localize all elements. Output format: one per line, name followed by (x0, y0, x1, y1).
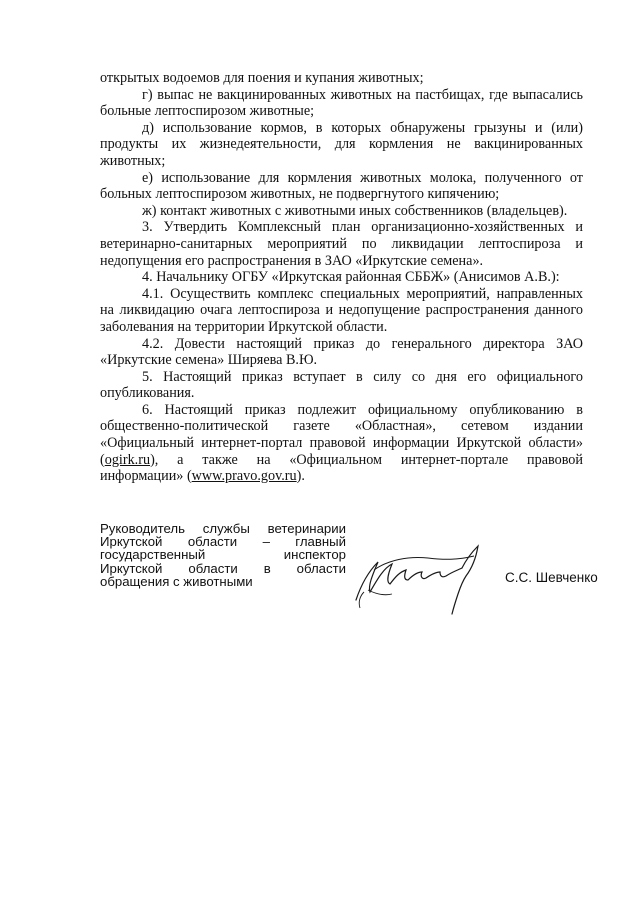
paragraph-line: 4. Начальнику ОГБУ «Иркутская районная СББЖ» (Анисимов А.В.): (142, 269, 560, 286)
paragraph-line: продукты их жизнедеятельности, для кормления не вакцинированных (100, 136, 583, 153)
paragraph-line: опубликования. (100, 385, 195, 402)
signatory-title-line: государственный инспектор (100, 547, 346, 563)
signatory-title-line: обращения с животными (100, 573, 253, 589)
text-fragment: информации» ( (100, 468, 192, 485)
text-fragment: ). (296, 468, 305, 485)
paragraph-line: ж) контакт животных с животными иных собственников (владельцев). (142, 202, 568, 219)
ogirk-link[interactable]: ogirk.ru (104, 451, 151, 468)
paragraph-line: 4.2. Довести настоящий приказ до генерального директора ЗАО (142, 335, 583, 352)
paragraph-line: недопущения его распространения в ЗАО «Иркутские семена». (100, 252, 484, 269)
paragraph-item-d (100, 120, 583, 170)
paragraph-line: 6. Настоящий приказ подлежит официальному опубликованию в (142, 401, 583, 418)
paragraph-line: общественно-политической газете «Областная», сетевом издании (100, 418, 583, 435)
paragraph-line: г) выпас не вакцинированных животных на пастбищах, где выпасались (142, 86, 583, 103)
paragraph-line: на ликвидацию очага лептоспироза и недопущение распространения данного (100, 302, 583, 319)
paragraph-line-with-link (100, 468, 583, 485)
paragraph-line: д) использование кормов, в которых обнаружены грызуны и (или) (142, 119, 583, 136)
paragraph-6 (100, 402, 583, 485)
signatory-title (100, 522, 346, 588)
paragraph-line: заболевания на территории Иркутской области. (100, 318, 388, 335)
paragraph-line: 4.1. Осуществить комплекс специальных мероприятий, направленных (142, 285, 583, 302)
paragraph-4-1 (100, 286, 583, 336)
pravo-link[interactable]: www.pravo.gov.ru (191, 468, 297, 485)
handwritten-signature (348, 530, 498, 620)
paragraph-line: «Официальный интернет-портал правовой информации Иркутской области» (100, 435, 583, 452)
paragraph-item-zh (100, 203, 583, 220)
paragraph-line: открытых водоемов для поения и купания животных; (100, 70, 424, 86)
paragraph-4 (100, 269, 583, 286)
paragraph-4-2 (100, 336, 583, 369)
signatory-title-line: Иркутской области – главный (100, 534, 346, 550)
signatory-title-line: Руководитель службы ветеринарии (100, 521, 346, 536)
signatory-title-line: Иркутской области в области (100, 560, 346, 576)
paragraph-line: е) использование для кормления животных молока, полученного от (142, 169, 583, 186)
signatory-name: С.С. Шевченко (505, 570, 598, 585)
text-fragment: ( (100, 451, 105, 468)
paragraph-line: больные лептоспирозом животные; (100, 103, 315, 120)
paragraph-item-g (100, 87, 583, 120)
paragraph-line: ветеринарно-санитарных мероприятий по ликвидации лептоспироза и (100, 235, 583, 252)
paragraph-line: 5. Настоящий приказ вступает в силу со дня его официального (142, 368, 583, 385)
document-body (100, 70, 583, 485)
paragraph-line: больных лептоспирозом животных, не подвергнутого кипячению; (100, 186, 500, 203)
paragraph-0 (100, 70, 583, 87)
paragraph-3 (100, 219, 583, 269)
paragraph-line-with-link (100, 452, 583, 469)
paragraph-line: 3. Утвердить Комплексный план организационно-хозяйственных и (142, 219, 583, 236)
paragraph-item-e (100, 170, 583, 203)
text-fragment: ), а также на «Официальном интернет-портале правовой (150, 451, 583, 468)
paragraph-line: животных; (100, 152, 166, 169)
signature-block (100, 522, 600, 622)
paragraph-line: «Иркутские семена» Ширяева В.Ю. (100, 352, 318, 369)
paragraph-5 (100, 369, 583, 402)
